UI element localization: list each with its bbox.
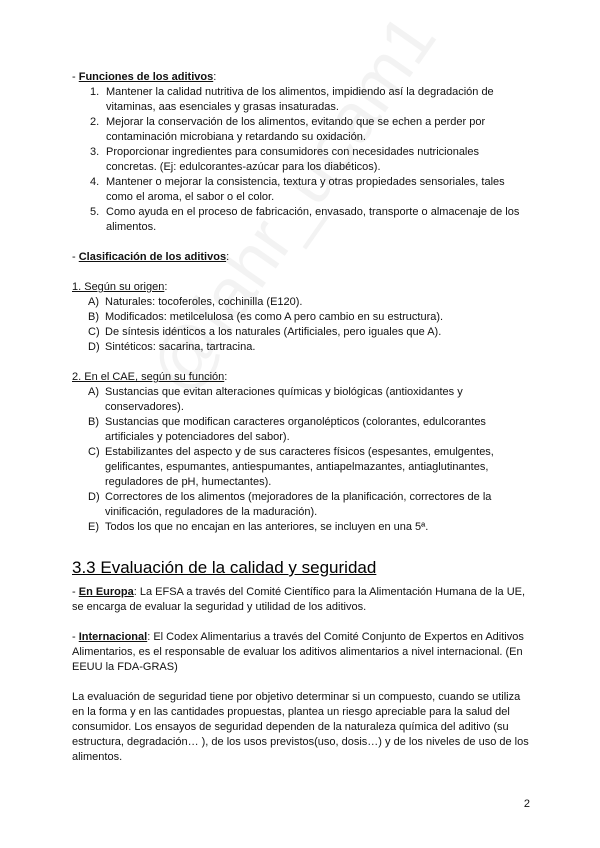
origen-subheading-text: 1. Según su origen <box>72 281 165 293</box>
list-item-text: Como ayuda en el proceso de fabricación, envasado, transporte o almacenaje de los alimentos. <box>106 206 520 233</box>
list-item-text: Sustancias que modifican caracteres organolépticos (colorantes, edulcorantes artificiales y potenciadores del sabor). <box>105 416 486 443</box>
internacional-paragraph: - Internacional: El Codex Alimentarius a través del Comité Conjunto de Expertos en Aditivos Alimentarios, es el responsable de evaluar los aditivos alimentarios a nivel internacional. (En EEUU la FDA-GRAS) <box>72 631 524 673</box>
list-item <box>72 115 532 145</box>
list-item <box>72 310 532 325</box>
funcion-list <box>72 385 532 535</box>
section-title: 3.3 Evaluación de la calidad y seguridad <box>72 558 377 577</box>
funciones-list <box>72 85 532 235</box>
clasificacion-heading: - Clasificación de los aditivos: <box>72 251 230 263</box>
clasificacion-heading-text: Clasificación de los aditivos <box>78 251 227 263</box>
europa-text: : La EFSA a través del Comité Científico para la Alimentación Humana de la UE, se encarga de evaluar la seguridad y utilidad de los aditivos. <box>72 586 526 613</box>
list-item <box>72 325 532 340</box>
list-item-text: Modificados: metilcelulosa (es como A pero cambio en su estructura). <box>105 311 444 323</box>
list-item <box>72 385 532 415</box>
list-marker: B) <box>88 311 99 323</box>
list-item-text: Sintéticos: sacarina, tartracina. <box>105 341 256 353</box>
list-item-text: Estabilizantes del aspecto y de sus caracteres físicos (espesantes, emulgentes, gelificantes, espumantes, antiespumantes, antiapelmazantes, antiaglutinantes, reguladores de pH, humectantes). <box>105 446 494 488</box>
list-item-text: Todos los que no encajan en las anteriores, se incluyen en una 5ª. <box>105 521 429 533</box>
list-marker: A) <box>88 296 99 308</box>
list-marker: 3. <box>90 146 100 158</box>
list-marker: 1. <box>90 86 100 98</box>
list-item-text: Sustancias que evitan alteraciones químicas y biológicas (antioxidantes y conservadores). <box>105 386 463 413</box>
list-marker: C) <box>88 446 100 458</box>
list-item-text: Correctores de los alimentos (mejoradores de la planificación, correctores de la vinificación, reguladores de la maduración). <box>105 491 492 518</box>
list-item <box>72 175 532 205</box>
list-item <box>72 520 532 535</box>
list-marker: 5. <box>90 206 100 218</box>
list-item-text: Proporcionar ingredientes para consumidores con necesidades nutricionales concretas. (Ej: edulcorantes-azúcar para los diabéticos). <box>106 146 479 173</box>
list-item-text: Mantener la calidad nutritiva de los alimentos, impidiendo así la degradación de vitaminas, aas esenciales y grasas insaturadas. <box>106 86 494 113</box>
list-item <box>72 145 532 175</box>
funcion-subheading: 2. En el CAE, según su función: <box>72 371 228 383</box>
list-item-text: De síntesis idénticos a los naturales (Artificiales, pero iguales que A). <box>105 326 442 338</box>
list-marker: D) <box>88 341 100 353</box>
list-marker: 2. <box>90 116 100 128</box>
internacional-label: Internacional <box>78 631 148 643</box>
list-item <box>72 295 532 310</box>
list-marker: 4. <box>90 176 100 188</box>
funciones-heading-text: Funciones de los aditivos <box>78 71 214 83</box>
list-item-text: Mantener o mejorar la consistencia, textura y otras propiedades sensoriales, tales como el aroma, el sabor o el color. <box>106 176 505 203</box>
list-item <box>72 205 532 235</box>
origen-list <box>72 295 532 355</box>
list-marker: B) <box>88 416 99 428</box>
origen-subheading: 1. Según su origen: <box>72 281 168 293</box>
europa-label: En Europa <box>78 586 134 598</box>
evaluation-paragraph: La evaluación de seguridad tiene por objetivo determinar si un compuesto, cuando se utiliza en la forma y en las cantidades propuestas, plantea un riesgo apreciable para la salud del consumidor. Los ensayos de seguridad dependen de la naturaleza química del aditivo (su estructura, degradación… ), de los usos previstos(uso, dosis…) y de los niveles de uso de los alimentos. <box>72 691 529 763</box>
list-marker: A) <box>88 386 99 398</box>
list-item <box>72 490 532 520</box>
list-marker: C) <box>88 326 100 338</box>
funcion-subheading-text: 2. En el CAE, según su función <box>72 371 225 383</box>
internacional-text: : El Codex Alimentarius a través del Comité Conjunto de Expertos en Aditivos Alimentarios, es el responsable de evaluar los aditivos alimentarios a nivel internacional. (En EEUU la FDA-GRAS) <box>72 631 524 673</box>
list-item <box>72 85 532 115</box>
list-item <box>72 415 532 445</box>
europa-paragraph: - En Europa: La EFSA a través del Comité Científico para la Alimentación Humana de la UE, se encarga de evaluar la seguridad y utilidad de los aditivos. <box>72 586 526 613</box>
list-item <box>72 445 532 490</box>
document-page <box>72 70 532 765</box>
page-number: 2 <box>523 798 530 810</box>
list-item-text: Mejorar la conservación de los alimentos, evitando que se echen a perder por contaminación microbiana y retardando su oxidación. <box>106 116 486 143</box>
list-item-text: Naturales: tocoferoles, cochinilla (E120). <box>105 296 303 308</box>
list-marker: E) <box>88 521 99 533</box>
funciones-heading: - Funciones de los aditivos: <box>72 71 217 83</box>
list-marker: D) <box>88 491 100 503</box>
list-item <box>72 340 532 355</box>
